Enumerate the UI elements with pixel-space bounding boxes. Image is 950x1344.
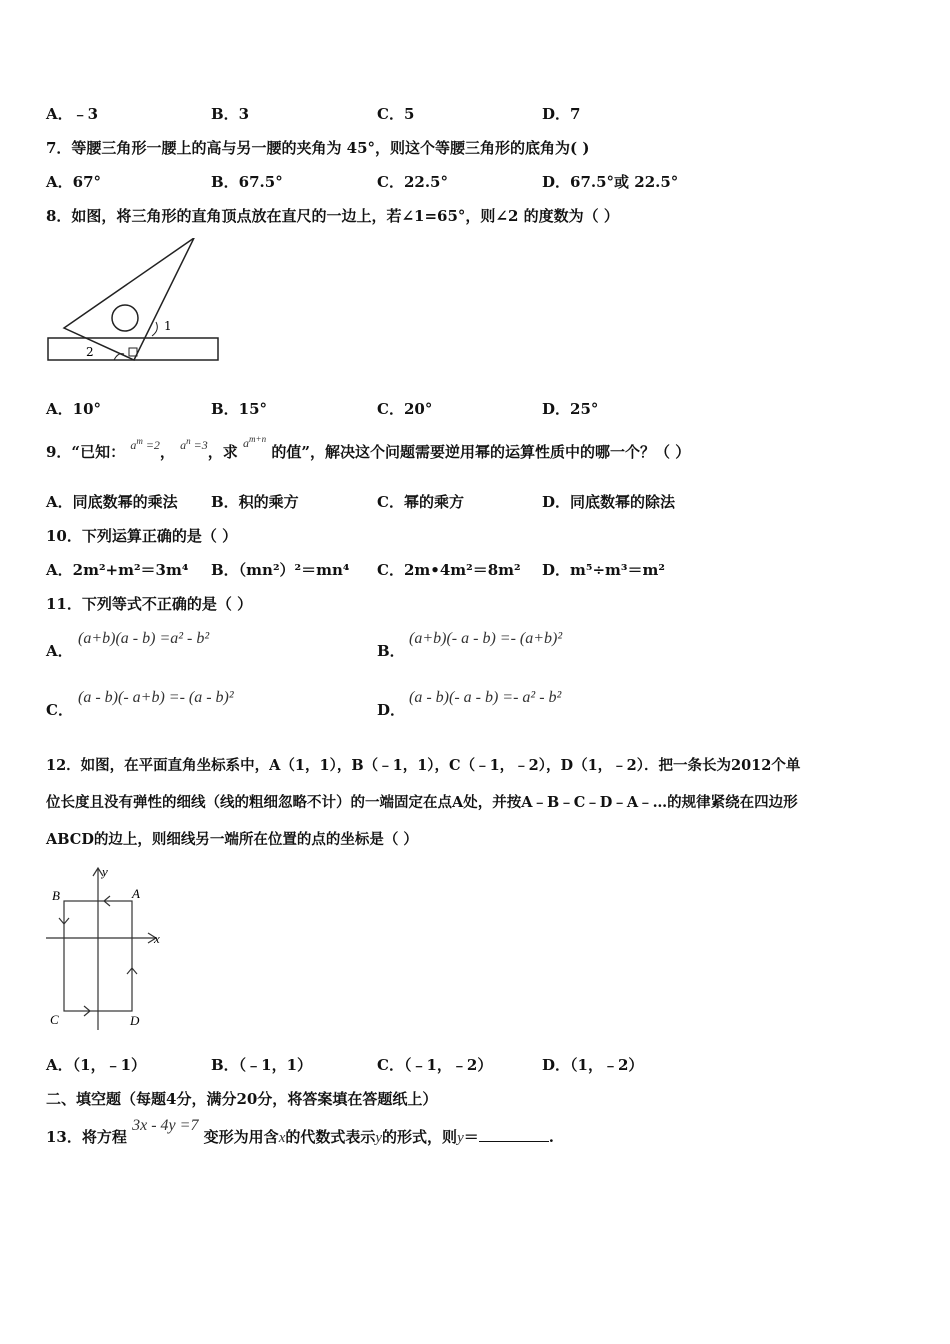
q11-option-d-label: D．	[377, 701, 406, 719]
q12-point-b-label: B	[52, 888, 60, 903]
q7-option-d: D．67.5°或 22.5°	[542, 173, 679, 191]
q9-option-c: C．幂的乘方	[377, 493, 464, 511]
q11-option-d-expr: (a - b)(- a - b) =- a² - b²	[409, 689, 562, 706]
q7-stem: 7．等腰三角形一腰上的高与另一腰的夹角为 45°，则这个等腰三角形的底角为( )	[46, 139, 590, 157]
q13-equation: 3x - 4y =7	[132, 1117, 199, 1134]
q6-option-c: C．5	[377, 105, 415, 123]
q8-angle-2-label: 2	[86, 345, 94, 359]
q12-option-a: A．（1，﹣1）	[46, 1056, 147, 1074]
q12-stem-line1: 12．如图，在平面直角坐标系中，A（1，1），B（﹣1，1），C（﹣1，﹣2），D（1，﹣2）．把一条长为2012个单	[46, 757, 801, 774]
q12-point-c-label: C	[50, 1012, 59, 1027]
q7-option-a: A．67°	[46, 173, 102, 191]
q9-eq3: am+n	[243, 434, 267, 450]
q9-option-a: A．同底数幂的乘法	[46, 493, 178, 511]
q11-option-b-expr: (a+b)(- a - b) =- (a+b)²	[409, 630, 563, 647]
q6-option-a: A．﹣3	[46, 105, 99, 123]
q10-option-a: A．2m²+m²＝3m⁴	[46, 561, 189, 579]
q10-stem: 10．下列运算正确的是（ ）	[46, 527, 238, 545]
q6-option-d: D．7	[542, 105, 581, 123]
q12-y-axis-label: y	[102, 864, 108, 879]
q10-option-b: B．（mn²）²＝mn⁴	[211, 561, 350, 579]
q9-suffix: 的值”，解决这个问题需要逆用幂的运算性质中的哪一个？（ ）	[271, 443, 691, 461]
q11-option-c-label: C．	[46, 701, 73, 719]
q9-eq1: am =2	[130, 436, 160, 452]
q11-stem: 11．下列等式不正确的是（ ）	[46, 595, 253, 613]
q7-option-b: B．67.5°	[211, 173, 283, 191]
q8-option-d: D．25°	[542, 400, 599, 418]
q8-angle-1-label: 1	[164, 319, 172, 333]
q8-stem: 8．如图，将三角形的直角顶点放在直尺的一边上，若∠1=65°，则∠2 的度数为（ ）	[46, 207, 619, 225]
q12-stem-line2: 位长度且没有弹性的细线（线的粗细忽略不计）的一端固定在点A处，并按A﹣B﹣C﹣D﹣A﹣…的规律紧绕在四边形	[46, 794, 798, 811]
q11-option-a-expr: (a+b)(a - b) =a² - b²	[78, 630, 210, 647]
q12-option-b: B．（﹣1，1）	[211, 1056, 313, 1074]
q12-option-c: C．（﹣1，﹣2）	[377, 1056, 493, 1074]
q8-triangle-ruler-figure	[44, 238, 224, 366]
q13-answer-blank[interactable]	[479, 1127, 549, 1142]
q11-option-c-expr: (a - b)(- a+b) =- (a - b)²	[78, 689, 234, 706]
section-2-heading: 二、填空题（每题4分，满分20分，将答案填在答题纸上）	[46, 1090, 438, 1108]
q8-option-a: A．10°	[46, 400, 102, 418]
q13-stem: 13．将方程 3x - 4y =7 变形为用含x的代数式表示y的形式，则y＝ .	[46, 1117, 554, 1146]
q12-stem-line3: ABCD的边上，则细线另一端所在位置的点的坐标是（ ）	[46, 831, 418, 848]
q9-prefix: 9．“已知：	[46, 443, 126, 461]
q10-option-c: C．2m•4m²＝8m²	[377, 561, 521, 579]
q8-option-c: C．20°	[377, 400, 433, 418]
q8-option-b: B．15°	[211, 400, 268, 418]
q9-option-d: D．同底数幂的除法	[542, 493, 676, 511]
q9-stem: 9．“已知： $^{a^m =2}$， $^{a^n =3}$，求 $^{a^{m+n}}$ 的值”，解决这个问题需要逆用幂的运算性质中的哪一个？（ ）	[46, 434, 691, 461]
q12-option-d: D．（1，﹣2）	[542, 1056, 644, 1074]
q7-option-c: C．22.5°	[377, 173, 448, 191]
q12-x-axis-label: x	[154, 931, 160, 946]
q11-option-b-label: B．	[377, 642, 405, 660]
q6-option-b: B．3	[211, 105, 250, 123]
q10-option-d: D．m⁵÷m³＝m²	[542, 561, 665, 579]
q9-eq2: an =3	[180, 436, 208, 452]
q12-point-d-label: D	[130, 1013, 140, 1028]
q9-option-b: B．积的乘方	[211, 493, 299, 511]
q11-option-a-label: A．	[46, 642, 73, 660]
q12-coordinate-figure	[44, 862, 166, 1032]
q12-point-a-label: A	[132, 886, 140, 901]
